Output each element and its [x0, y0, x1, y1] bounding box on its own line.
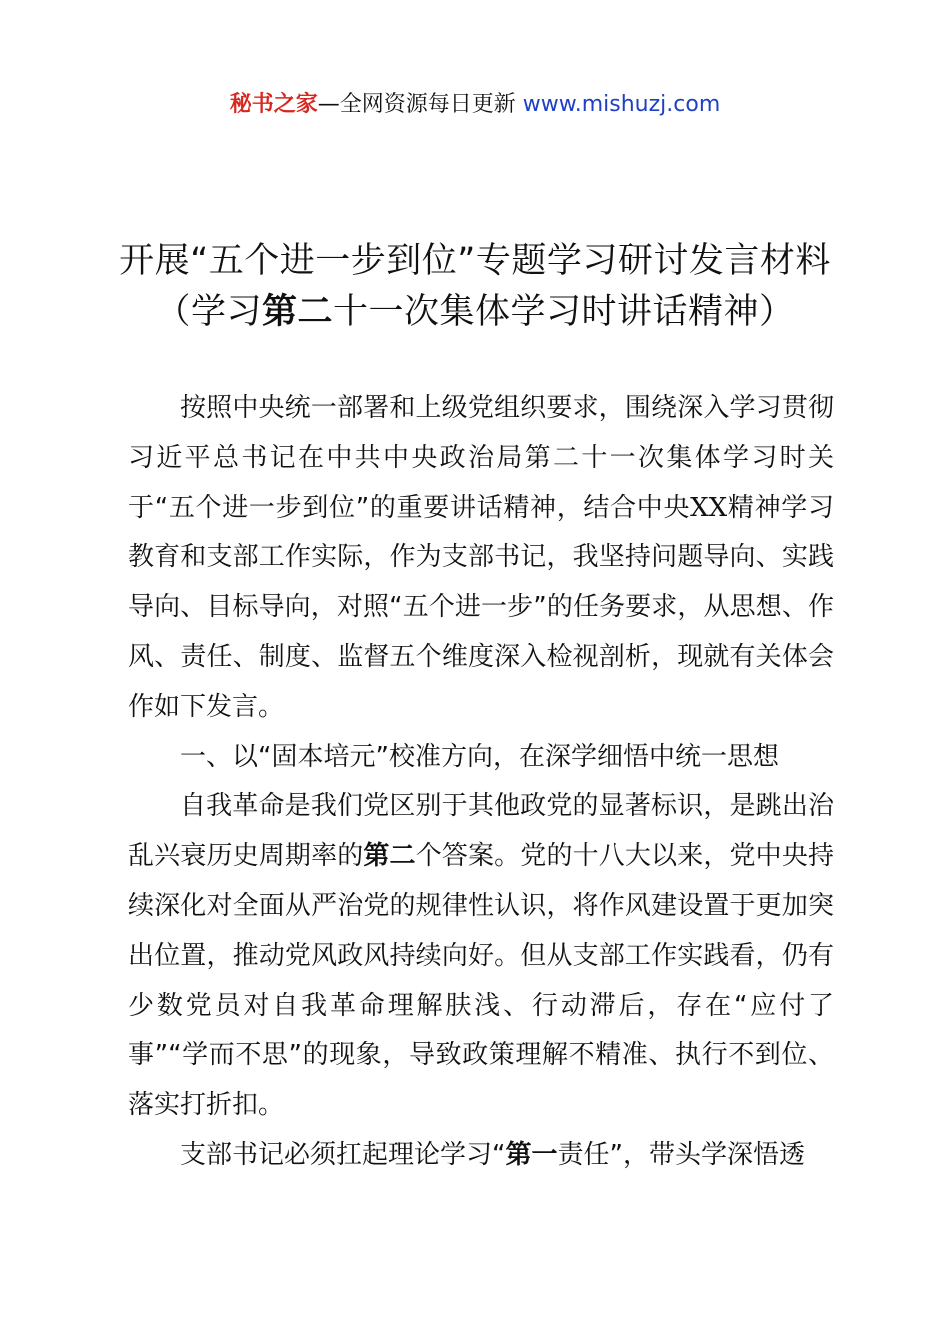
intro-text-c: 精神学习教育和支部工作实际，作为支部书记，我坚持问题导向、实践导向、目标导向，对照“五个进一步”的任务要求，从思想、作风、责任、制度、监督五个维度深入检视剖析，现就有关体会作如下发言。	[128, 492, 834, 722]
p2-text-c: 个答案。党的十八大以来，党中央持续深化对全面从严治党的规律性认识，将作风建设置于更加突出位置，推动党风政风持续向好。但从支部工作实践看，仍有少数党员对自我革命理解肤浅、行动滞后，存在“应付了事”“学而不思”的现象，导致政策理解不精准、执行不到位、落实打折扣。	[128, 841, 834, 1121]
section-heading-1: 一、以“固本培元”校准方向，在深学细悟中统一思想	[180, 741, 779, 772]
p2-text-bold: 第二	[363, 841, 416, 872]
header-brand: 秘书之家	[229, 92, 318, 117]
title-text-part1: 开展“五个进一步到位”专题学习研讨发言材料（学习	[119, 241, 831, 332]
p3-text-a: 支部书记必须扛起理论学习“	[180, 1139, 506, 1170]
title-text-bold: 第二	[261, 292, 333, 332]
paragraph-3	[128, 1131, 834, 1181]
p2-text-a: 自我革命是我们党区别于其他政党的显著标识，是跳出治乱兴衰历史周期率的	[128, 791, 834, 872]
p3-text-bold: 第一	[505, 1139, 558, 1170]
document-body	[128, 384, 834, 1181]
header-tagline: —全网资源每日更新	[317, 92, 516, 117]
intro-text-a: 按照中央统一部署和上级党组织要求，围绕深入学习贯彻习近平总书记在中共中央政治局第二十一次集体学习时关于“五个进一步到位”的重要讲话精神，结合中央	[128, 393, 834, 523]
p3-text-c: 责任”，带头学深悟透	[557, 1139, 805, 1170]
title-text-part3: 十一次集体学习时讲话精神）	[333, 292, 795, 332]
document-title	[110, 236, 840, 338]
page-header	[0, 88, 950, 122]
paragraph-2	[128, 782, 834, 1131]
paragraph-intro	[128, 384, 834, 733]
intro-text-xx: XX	[690, 492, 728, 523]
header-site-link[interactable]: www.mishuzj.com	[522, 92, 721, 117]
